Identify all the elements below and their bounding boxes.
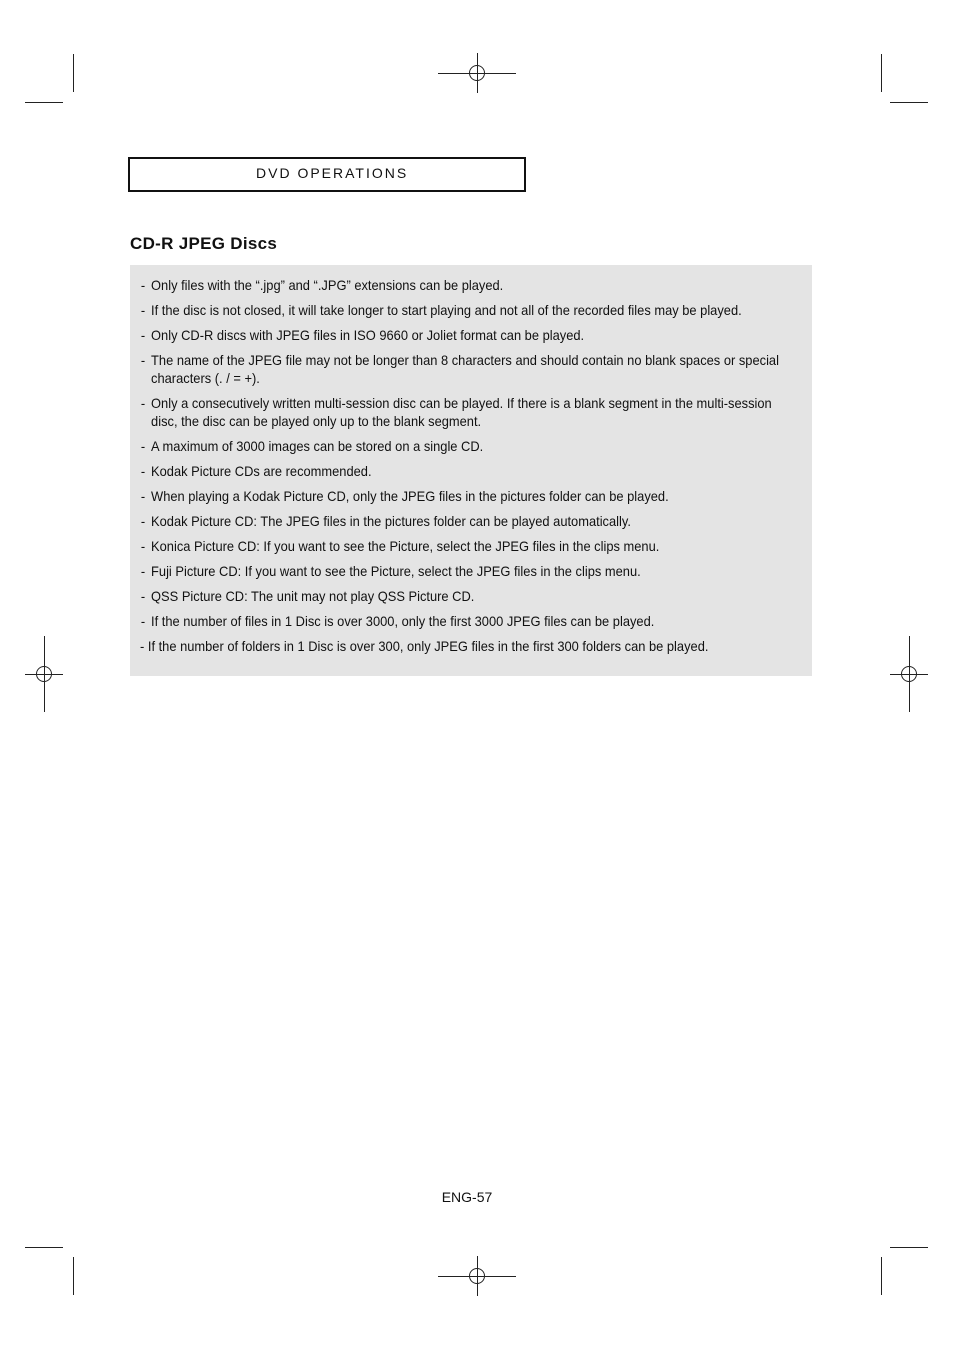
note-item: - Kodak Picture CD: The JPEG files in the pictures folder can be played automatically. (140, 513, 631, 529)
notes-panel (130, 265, 812, 676)
note-item: - If the number of folders in 1 Disc is over 300, only JPEG files in the first 300 folders can be played. (140, 638, 709, 654)
notes-list (140, 276, 802, 655)
note-item: - Only CD-R discs with JPEG files in ISO 9660 or Joliet format can be played. (140, 327, 585, 343)
note-item: - Only files with the “.jpg” and “.JPG” extensions can be played. (140, 277, 504, 293)
note-item: - A maximum of 3000 images can be stored on a single CD. (140, 438, 484, 454)
note-item: - If the number of files in 1 Disc is over 3000, only the first 3000 JPEG files can be played. (140, 613, 655, 629)
note-item: - The name of the JPEG file may not be longer than 8 characters and should contain no blank spaces or special characters (. / = +). (140, 352, 779, 386)
section-header-box (128, 157, 526, 192)
page-heading: CD-R JPEG Discs (130, 234, 278, 253)
section-title: DVD OPERATIONS (256, 165, 409, 181)
page-number: ENG-57 (441, 1189, 493, 1205)
note-item: - Only a consecutively written multi-session disc can be played. If there is a blank segment in the multi-session disc, the disc can be played only up to the blank segment. (140, 395, 772, 429)
note-item: - When playing a Kodak Picture CD, only the JPEG files in the pictures folder can be played. (140, 488, 669, 504)
note-item: - If the disc is not closed, it will take longer to start playing and not all of the recorded files may be played. (140, 302, 742, 318)
note-item: - Kodak Picture CDs are recommended. (140, 463, 372, 479)
note-item: - Konica Picture CD: If you want to see the Picture, select the JPEG files in the clips menu. (140, 538, 660, 554)
note-item: - Fuji Picture CD: If you want to see the Picture, select the JPEG files in the clips menu. (140, 563, 641, 579)
note-item: - QSS Picture CD: The unit may not play QSS Picture CD. (140, 588, 475, 604)
